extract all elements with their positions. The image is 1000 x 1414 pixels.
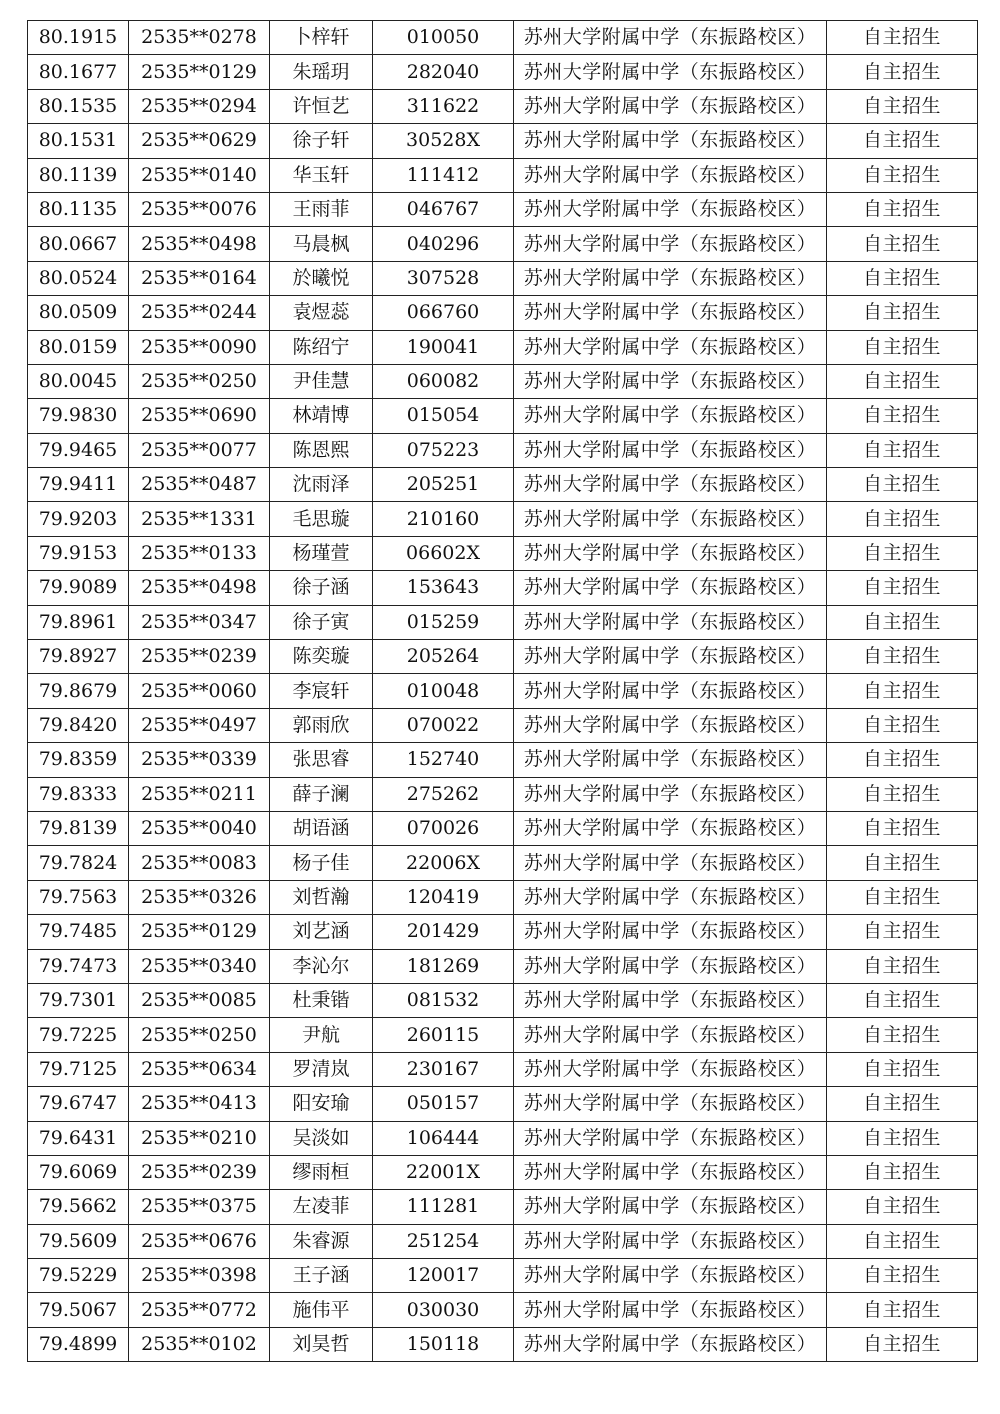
student-name-cell: 马晨枫 xyxy=(270,227,373,261)
id-suffix-cell: 075223 xyxy=(373,433,514,467)
exam-number-cell: 2535**0250 xyxy=(129,1018,270,1052)
id-suffix-cell: 205251 xyxy=(373,468,514,502)
id-suffix-cell: 030030 xyxy=(373,1293,514,1327)
student-name-cell: 朱瑶玥 xyxy=(270,55,373,89)
student-name-cell: 杜秉锴 xyxy=(270,983,373,1017)
student-name-cell: 吴淡如 xyxy=(270,1121,373,1155)
table-row xyxy=(28,1293,978,1327)
student-name-cell: 王雨菲 xyxy=(270,192,373,226)
exam-number-cell: 2535**0676 xyxy=(129,1224,270,1258)
admission-type-cell: 自主招生 xyxy=(827,1190,978,1224)
school-cell: 苏州大学附属中学（东振路校区） xyxy=(514,949,827,983)
admission-type-cell: 自主招生 xyxy=(827,1052,978,1086)
exam-number-cell: 2535**0497 xyxy=(129,708,270,742)
id-suffix-cell: 22006X xyxy=(373,846,514,880)
id-suffix-cell: 06602X xyxy=(373,536,514,570)
id-suffix-cell: 010048 xyxy=(373,674,514,708)
school-cell: 苏州大学附属中学（东振路校区） xyxy=(514,1121,827,1155)
table-row xyxy=(28,880,978,914)
score-cell: 79.7473 xyxy=(28,949,129,983)
id-suffix-cell: 150118 xyxy=(373,1327,514,1361)
exam-number-cell: 2535**0164 xyxy=(129,261,270,295)
id-suffix-cell: 120017 xyxy=(373,1259,514,1293)
score-cell: 79.9089 xyxy=(28,571,129,605)
admission-type-cell: 自主招生 xyxy=(827,1224,978,1258)
admission-type-cell: 自主招生 xyxy=(827,777,978,811)
table-row xyxy=(28,1121,978,1155)
exam-number-cell: 2535**0250 xyxy=(129,364,270,398)
table-row xyxy=(28,89,978,123)
student-name-cell: 许恒艺 xyxy=(270,89,373,123)
score-cell: 79.9465 xyxy=(28,433,129,467)
school-cell: 苏州大学附属中学（东振路校区） xyxy=(514,227,827,261)
admission-type-cell: 自主招生 xyxy=(827,1087,978,1121)
score-cell: 80.0509 xyxy=(28,296,129,330)
school-cell: 苏州大学附属中学（东振路校区） xyxy=(514,330,827,364)
exam-number-cell: 2535**0487 xyxy=(129,468,270,502)
student-name-cell: 尹佳慧 xyxy=(270,364,373,398)
table-row xyxy=(28,949,978,983)
school-cell: 苏州大学附属中学（东振路校区） xyxy=(514,1293,827,1327)
score-cell: 79.7301 xyxy=(28,983,129,1017)
admission-table xyxy=(27,20,978,1362)
student-name-cell: 陈恩熙 xyxy=(270,433,373,467)
school-cell: 苏州大学附属中学（东振路校区） xyxy=(514,124,827,158)
school-cell: 苏州大学附属中学（东振路校区） xyxy=(514,1052,827,1086)
student-name-cell: 阳安瑜 xyxy=(270,1087,373,1121)
exam-number-cell: 2535**0398 xyxy=(129,1259,270,1293)
admission-type-cell: 自主招生 xyxy=(827,811,978,845)
score-cell: 80.1535 xyxy=(28,89,129,123)
school-cell: 苏州大学附属中学（东振路校区） xyxy=(514,364,827,398)
exam-number-cell: 2535**0498 xyxy=(129,227,270,261)
id-suffix-cell: 015259 xyxy=(373,605,514,639)
student-name-cell: 徐子涵 xyxy=(270,571,373,605)
exam-number-cell: 2535**0085 xyxy=(129,983,270,1017)
admission-type-cell: 自主招生 xyxy=(827,227,978,261)
student-name-cell: 毛思璇 xyxy=(270,502,373,536)
score-cell: 79.7563 xyxy=(28,880,129,914)
exam-number-cell: 2535**0629 xyxy=(129,124,270,158)
school-cell: 苏州大学附属中学（东振路校区） xyxy=(514,1327,827,1361)
score-cell: 79.6069 xyxy=(28,1155,129,1189)
table-row xyxy=(28,1052,978,1086)
id-suffix-cell: 282040 xyxy=(373,55,514,89)
score-cell: 79.7125 xyxy=(28,1052,129,1086)
id-suffix-cell: 010050 xyxy=(373,21,514,55)
school-cell: 苏州大学附属中学（东振路校区） xyxy=(514,777,827,811)
score-cell: 79.5662 xyxy=(28,1190,129,1224)
admission-type-cell: 自主招生 xyxy=(827,605,978,639)
score-cell: 79.9411 xyxy=(28,468,129,502)
admission-type-cell: 自主招生 xyxy=(827,949,978,983)
student-name-cell: 杨瑾萱 xyxy=(270,536,373,570)
admission-type-cell: 自主招生 xyxy=(827,124,978,158)
score-cell: 79.8139 xyxy=(28,811,129,845)
score-cell: 79.6747 xyxy=(28,1087,129,1121)
exam-number-cell: 2535**0129 xyxy=(129,55,270,89)
id-suffix-cell: 205264 xyxy=(373,640,514,674)
score-cell: 80.0045 xyxy=(28,364,129,398)
admission-type-cell: 自主招生 xyxy=(827,674,978,708)
id-suffix-cell: 111412 xyxy=(373,158,514,192)
id-suffix-cell: 251254 xyxy=(373,1224,514,1258)
table-row xyxy=(28,846,978,880)
student-name-cell: 薛子澜 xyxy=(270,777,373,811)
id-suffix-cell: 230167 xyxy=(373,1052,514,1086)
student-name-cell: 刘艺涵 xyxy=(270,915,373,949)
exam-number-cell: 2535**0244 xyxy=(129,296,270,330)
id-suffix-cell: 111281 xyxy=(373,1190,514,1224)
table-row xyxy=(28,227,978,261)
score-cell: 79.8679 xyxy=(28,674,129,708)
exam-number-cell: 2535**0040 xyxy=(129,811,270,845)
score-cell: 79.8420 xyxy=(28,708,129,742)
admission-type-cell: 自主招生 xyxy=(827,1018,978,1052)
table-row xyxy=(28,296,978,330)
student-name-cell: 尹航 xyxy=(270,1018,373,1052)
student-name-cell: 刘昊哲 xyxy=(270,1327,373,1361)
school-cell: 苏州大学附属中学（东振路校区） xyxy=(514,89,827,123)
student-name-cell: 胡语涵 xyxy=(270,811,373,845)
exam-number-cell: 2535**0340 xyxy=(129,949,270,983)
id-suffix-cell: 153643 xyxy=(373,571,514,605)
school-cell: 苏州大学附属中学（东振路校区） xyxy=(514,1087,827,1121)
id-suffix-cell: 30528X xyxy=(373,124,514,158)
school-cell: 苏州大学附属中学（东振路校区） xyxy=(514,605,827,639)
id-suffix-cell: 060082 xyxy=(373,364,514,398)
score-cell: 80.1139 xyxy=(28,158,129,192)
student-name-cell: 刘哲瀚 xyxy=(270,880,373,914)
score-cell: 79.5609 xyxy=(28,1224,129,1258)
exam-number-cell: 2535**0239 xyxy=(129,1155,270,1189)
student-name-cell: 张思睿 xyxy=(270,743,373,777)
score-cell: 79.8961 xyxy=(28,605,129,639)
score-cell: 79.9203 xyxy=(28,502,129,536)
id-suffix-cell: 050157 xyxy=(373,1087,514,1121)
table-row xyxy=(28,708,978,742)
exam-number-cell: 2535**0077 xyxy=(129,433,270,467)
exam-number-cell: 2535**0339 xyxy=(129,743,270,777)
student-name-cell: 林靖博 xyxy=(270,399,373,433)
table-row xyxy=(28,124,978,158)
id-suffix-cell: 210160 xyxy=(373,502,514,536)
school-cell: 苏州大学附属中学（东振路校区） xyxy=(514,811,827,845)
table-row xyxy=(28,571,978,605)
student-name-cell: 陈绍宁 xyxy=(270,330,373,364)
table-row xyxy=(28,811,978,845)
score-cell: 80.0159 xyxy=(28,330,129,364)
table-row xyxy=(28,1155,978,1189)
admission-type-cell: 自主招生 xyxy=(827,1327,978,1361)
admission-type-cell: 自主招生 xyxy=(827,89,978,123)
admission-type-cell: 自主招生 xyxy=(827,571,978,605)
student-name-cell: 缪雨桓 xyxy=(270,1155,373,1189)
exam-number-cell: 2535**0140 xyxy=(129,158,270,192)
score-cell: 79.5229 xyxy=(28,1259,129,1293)
table-row xyxy=(28,1259,978,1293)
admission-type-cell: 自主招生 xyxy=(827,192,978,226)
admission-type-cell: 自主招生 xyxy=(827,330,978,364)
admission-table-body xyxy=(28,21,978,1362)
school-cell: 苏州大学附属中学（东振路校区） xyxy=(514,708,827,742)
id-suffix-cell: 046767 xyxy=(373,192,514,226)
student-name-cell: 杨子佳 xyxy=(270,846,373,880)
student-name-cell: 陈奕璇 xyxy=(270,640,373,674)
admission-type-cell: 自主招生 xyxy=(827,536,978,570)
table-row xyxy=(28,1190,978,1224)
school-cell: 苏州大学附属中学（东振路校区） xyxy=(514,1224,827,1258)
table-row xyxy=(28,399,978,433)
school-cell: 苏州大学附属中学（东振路校区） xyxy=(514,846,827,880)
exam-number-cell: 2535**0129 xyxy=(129,915,270,949)
student-name-cell: 徐子轩 xyxy=(270,124,373,158)
school-cell: 苏州大学附属中学（东振路校区） xyxy=(514,261,827,295)
admission-type-cell: 自主招生 xyxy=(827,296,978,330)
table-row xyxy=(28,364,978,398)
id-suffix-cell: 181269 xyxy=(373,949,514,983)
admission-type-cell: 自主招生 xyxy=(827,502,978,536)
exam-number-cell: 2535**0083 xyxy=(129,846,270,880)
table-row xyxy=(28,915,978,949)
admission-type-cell: 自主招生 xyxy=(827,21,978,55)
table-row xyxy=(28,55,978,89)
score-cell: 79.9830 xyxy=(28,399,129,433)
table-row xyxy=(28,261,978,295)
student-name-cell: 沈雨泽 xyxy=(270,468,373,502)
student-name-cell: 施伟平 xyxy=(270,1293,373,1327)
score-cell: 80.0524 xyxy=(28,261,129,295)
school-cell: 苏州大学附属中学（东振路校区） xyxy=(514,433,827,467)
school-cell: 苏州大学附属中学（东振路校区） xyxy=(514,915,827,949)
exam-number-cell: 2535**0211 xyxy=(129,777,270,811)
id-suffix-cell: 070026 xyxy=(373,811,514,845)
score-cell: 79.9153 xyxy=(28,536,129,570)
student-name-cell: 郭雨欣 xyxy=(270,708,373,742)
school-cell: 苏州大学附属中学（东振路校区） xyxy=(514,502,827,536)
id-suffix-cell: 275262 xyxy=(373,777,514,811)
admission-type-cell: 自主招生 xyxy=(827,468,978,502)
exam-number-cell: 2535**0102 xyxy=(129,1327,270,1361)
table-row xyxy=(28,743,978,777)
student-name-cell: 华玉轩 xyxy=(270,158,373,192)
score-cell: 79.7485 xyxy=(28,915,129,949)
admission-type-cell: 自主招生 xyxy=(827,743,978,777)
exam-number-cell: 2535**0239 xyxy=(129,640,270,674)
school-cell: 苏州大学附属中学（东振路校区） xyxy=(514,192,827,226)
table-row xyxy=(28,674,978,708)
admission-type-cell: 自主招生 xyxy=(827,1155,978,1189)
id-suffix-cell: 311622 xyxy=(373,89,514,123)
table-row xyxy=(28,1087,978,1121)
student-name-cell: 李宸轩 xyxy=(270,674,373,708)
exam-number-cell: 2535**0076 xyxy=(129,192,270,226)
student-name-cell: 於曦悦 xyxy=(270,261,373,295)
exam-number-cell: 2535**0060 xyxy=(129,674,270,708)
student-name-cell: 朱睿源 xyxy=(270,1224,373,1258)
school-cell: 苏州大学附属中学（东振路校区） xyxy=(514,468,827,502)
exam-number-cell: 2535**0634 xyxy=(129,1052,270,1086)
admission-type-cell: 自主招生 xyxy=(827,158,978,192)
table-row xyxy=(28,640,978,674)
exam-number-cell: 2535**0294 xyxy=(129,89,270,123)
table-row xyxy=(28,21,978,55)
exam-number-cell: 2535**0498 xyxy=(129,571,270,605)
school-cell: 苏州大学附属中学（东振路校区） xyxy=(514,296,827,330)
school-cell: 苏州大学附属中学（东振路校区） xyxy=(514,640,827,674)
score-cell: 80.1531 xyxy=(28,124,129,158)
school-cell: 苏州大学附属中学（东振路校区） xyxy=(514,571,827,605)
school-cell: 苏州大学附属中学（东振路校区） xyxy=(514,674,827,708)
student-name-cell: 李沁尔 xyxy=(270,949,373,983)
admission-type-cell: 自主招生 xyxy=(827,983,978,1017)
school-cell: 苏州大学附属中学（东振路校区） xyxy=(514,880,827,914)
table-row xyxy=(28,605,978,639)
school-cell: 苏州大学附属中学（东振路校区） xyxy=(514,536,827,570)
student-name-cell: 袁煜蕊 xyxy=(270,296,373,330)
score-cell: 79.4899 xyxy=(28,1327,129,1361)
table-row xyxy=(28,1327,978,1361)
admission-type-cell: 自主招生 xyxy=(827,433,978,467)
admission-type-cell: 自主招生 xyxy=(827,1121,978,1155)
school-cell: 苏州大学附属中学（东振路校区） xyxy=(514,1259,827,1293)
table-row xyxy=(28,1224,978,1258)
admission-type-cell: 自主招生 xyxy=(827,261,978,295)
admission-type-cell: 自主招生 xyxy=(827,880,978,914)
table-row xyxy=(28,502,978,536)
score-cell: 79.7824 xyxy=(28,846,129,880)
school-cell: 苏州大学附属中学（东振路校区） xyxy=(514,743,827,777)
admission-type-cell: 自主招生 xyxy=(827,55,978,89)
school-cell: 苏州大学附属中学（东振路校区） xyxy=(514,399,827,433)
id-suffix-cell: 081532 xyxy=(373,983,514,1017)
id-suffix-cell: 106444 xyxy=(373,1121,514,1155)
school-cell: 苏州大学附属中学（东振路校区） xyxy=(514,983,827,1017)
table-row xyxy=(28,983,978,1017)
id-suffix-cell: 120419 xyxy=(373,880,514,914)
exam-number-cell: 2535**0326 xyxy=(129,880,270,914)
exam-number-cell: 2535**0413 xyxy=(129,1087,270,1121)
score-cell: 79.8359 xyxy=(28,743,129,777)
score-cell: 79.5067 xyxy=(28,1293,129,1327)
exam-number-cell: 2535**0090 xyxy=(129,330,270,364)
exam-number-cell: 2535**0690 xyxy=(129,399,270,433)
exam-number-cell: 2535**0133 xyxy=(129,536,270,570)
exam-number-cell: 2535**0375 xyxy=(129,1190,270,1224)
table-row xyxy=(28,330,978,364)
admission-type-cell: 自主招生 xyxy=(827,399,978,433)
id-suffix-cell: 152740 xyxy=(373,743,514,777)
exam-number-cell: 2535**0278 xyxy=(129,21,270,55)
table-row xyxy=(28,536,978,570)
school-cell: 苏州大学附属中学（东振路校区） xyxy=(514,1155,827,1189)
score-cell: 80.1677 xyxy=(28,55,129,89)
id-suffix-cell: 22001X xyxy=(373,1155,514,1189)
exam-number-cell: 2535**0772 xyxy=(129,1293,270,1327)
admission-type-cell: 自主招生 xyxy=(827,915,978,949)
table-row xyxy=(28,433,978,467)
admission-type-cell: 自主招生 xyxy=(827,1259,978,1293)
score-cell: 79.8333 xyxy=(28,777,129,811)
table-row xyxy=(28,192,978,226)
admission-type-cell: 自主招生 xyxy=(827,708,978,742)
student-name-cell: 徐子寅 xyxy=(270,605,373,639)
id-suffix-cell: 201429 xyxy=(373,915,514,949)
student-name-cell: 罗清岚 xyxy=(270,1052,373,1086)
school-cell: 苏州大学附属中学（东振路校区） xyxy=(514,158,827,192)
id-suffix-cell: 040296 xyxy=(373,227,514,261)
school-cell: 苏州大学附属中学（东振路校区） xyxy=(514,21,827,55)
admission-type-cell: 自主招生 xyxy=(827,1293,978,1327)
admission-type-cell: 自主招生 xyxy=(827,846,978,880)
admission-list-sheet xyxy=(27,20,973,1362)
id-suffix-cell: 260115 xyxy=(373,1018,514,1052)
student-name-cell: 王子涵 xyxy=(270,1259,373,1293)
score-cell: 80.0667 xyxy=(28,227,129,261)
id-suffix-cell: 190041 xyxy=(373,330,514,364)
exam-number-cell: 2535**0210 xyxy=(129,1121,270,1155)
exam-number-cell: 2535**1331 xyxy=(129,502,270,536)
table-row xyxy=(28,158,978,192)
id-suffix-cell: 307528 xyxy=(373,261,514,295)
score-cell: 79.7225 xyxy=(28,1018,129,1052)
admission-type-cell: 自主招生 xyxy=(827,640,978,674)
score-cell: 80.1915 xyxy=(28,21,129,55)
admission-type-cell: 自主招生 xyxy=(827,364,978,398)
id-suffix-cell: 070022 xyxy=(373,708,514,742)
school-cell: 苏州大学附属中学（东振路校区） xyxy=(514,55,827,89)
school-cell: 苏州大学附属中学（东振路校区） xyxy=(514,1190,827,1224)
id-suffix-cell: 066760 xyxy=(373,296,514,330)
student-name-cell: 卜梓轩 xyxy=(270,21,373,55)
student-name-cell: 左凌菲 xyxy=(270,1190,373,1224)
score-cell: 79.6431 xyxy=(28,1121,129,1155)
school-cell: 苏州大学附属中学（东振路校区） xyxy=(514,1018,827,1052)
exam-number-cell: 2535**0347 xyxy=(129,605,270,639)
score-cell: 80.1135 xyxy=(28,192,129,226)
table-row xyxy=(28,777,978,811)
table-row xyxy=(28,468,978,502)
table-row xyxy=(28,1018,978,1052)
id-suffix-cell: 015054 xyxy=(373,399,514,433)
score-cell: 79.8927 xyxy=(28,640,129,674)
